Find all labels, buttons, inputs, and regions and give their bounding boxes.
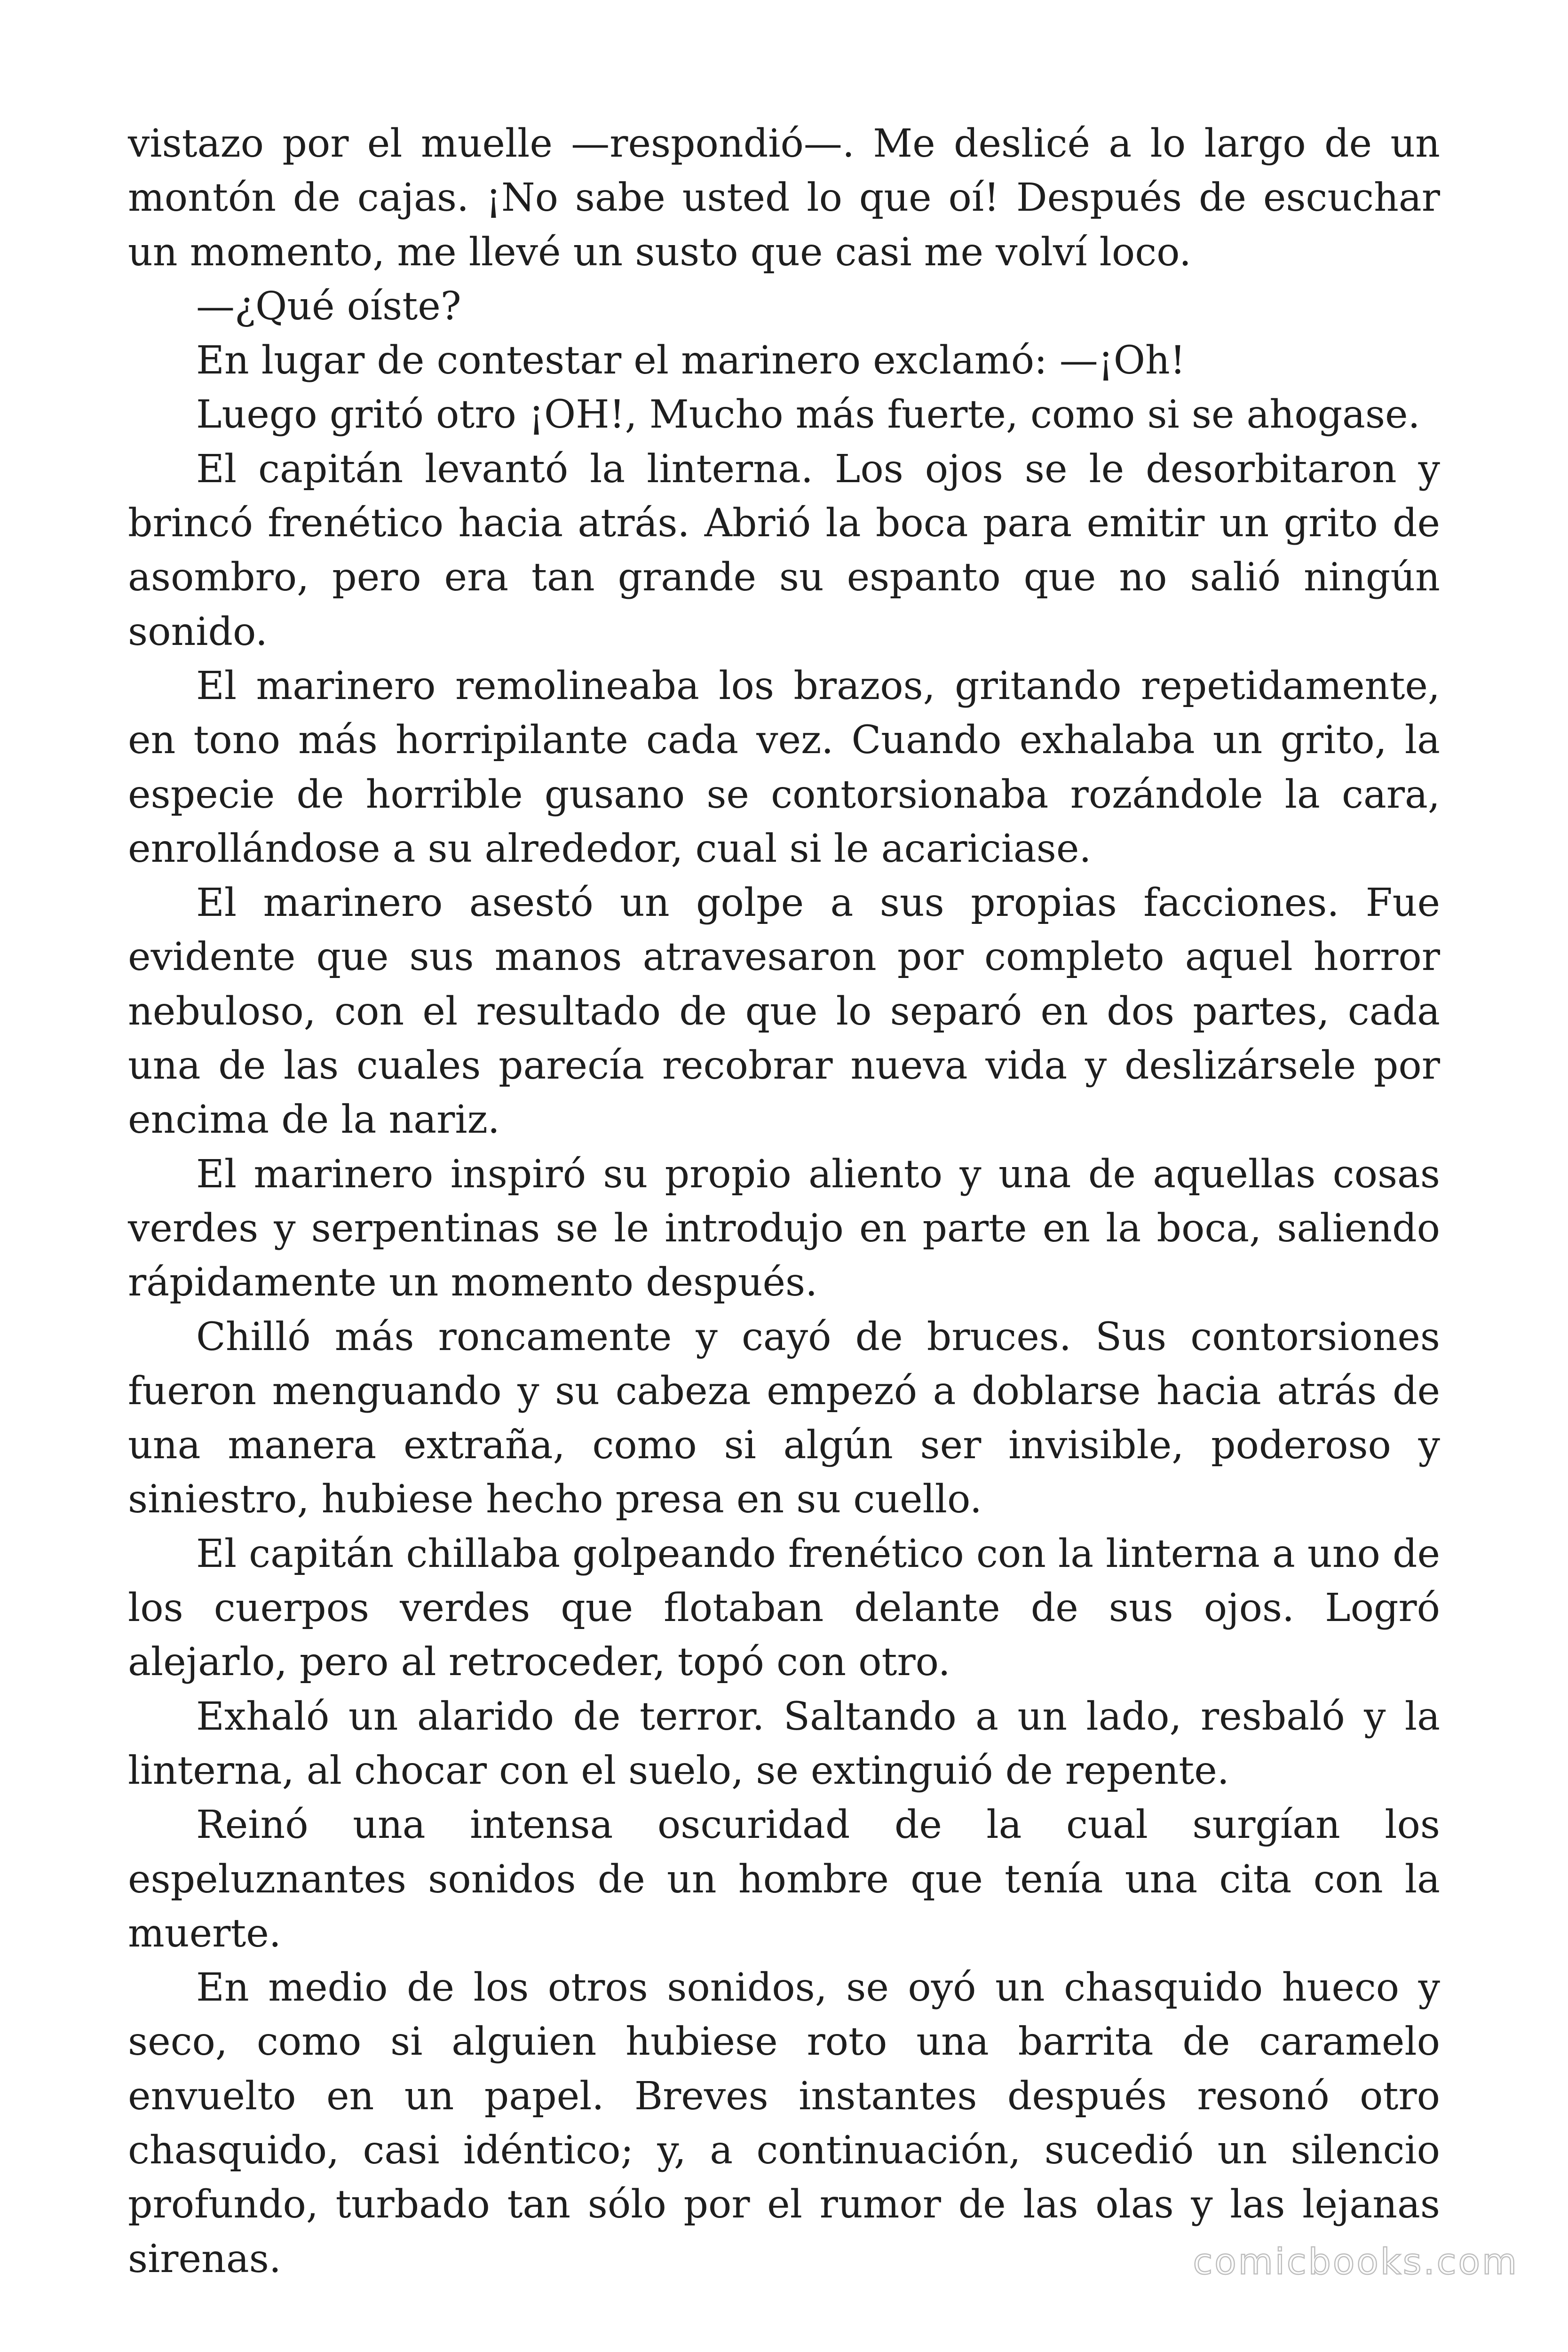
watermark: comicbooks.com <box>1193 2241 1519 2282</box>
paragraph: Reinó una intensa oscuridad de la cual surgían los espeluznantes sonidos de un hombre que tenía una cita con la muerte. <box>128 1803 1440 1956</box>
paragraph: —¿Qué oíste? <box>196 284 461 329</box>
paragraph-continuation: vistazo por el muelle —respondió—. Me deslicé a lo largo de un montón de cajas. ¡No sabe usted lo que oí! Después de escuchar un momento, me llevé un susto que casi me volví loco. <box>128 121 1440 275</box>
paragraph: El capitán levantó la linterna. Los ojos se le desorbitaron y brincó frenético hacia atrás. Abrió la boca para emitir un grito de asombro, pero era tan grande su espanto que no salió ningún sonido. <box>128 446 1440 654</box>
paragraph: El marinero asestó un golpe a sus propias facciones. Fue evidente que sus manos atravesaron por completo aquel horror nebuloso, con el resultado de que lo separó en dos partes, cada una de las cuales parecía recobrar nueva vida y deslizársele por encima de la nariz. <box>128 881 1440 1143</box>
book-page <box>128 117 1440 2286</box>
paragraph: Chilló más roncamente y cayó de bruces. Sus contorsiones fueron menguando y su cabeza empezó a doblarse hacia atrás de una manera extraña, como si algún ser invisible, poderoso y siniestro, hubiese hecho presa en su cuello. <box>128 1314 1440 1522</box>
paragraph: Exhaló un alarido de terror. Saltando a un lado, resbaló y la linterna, al chocar con el suelo, se extinguió de repente. <box>128 1694 1440 1793</box>
paragraph: El marinero inspiró su propio aliento y una de aquellas cosas verdes y serpentinas se le introdujo en parte en la boca, saliendo rápidamente un momento después. <box>128 1152 1440 1305</box>
paragraph: En lugar de contestar el marinero exclamó: —¡Oh! <box>196 338 1186 383</box>
paragraph: Luego gritó otro ¡OH!, Mucho más fuerte, como si se ahogase. <box>196 392 1420 437</box>
paragraph: En medio de los otros sonidos, se oyó un chasquido hueco y seco, como si alguien hubiese roto una barrita de caramelo envuelto en un papel. Breves instantes después resonó otro chasquido, casi idéntico; y, a continuación, sucedió un silencio profundo, turbado tan sólo por el rumor de las olas y las lejanas sirenas. <box>128 1965 1440 2281</box>
paragraph: El marinero remolineaba los brazos, gritando repetidamente, en tono más horripilante cada vez. Cuando exhalaba un grito, la especie de horrible gusano se contorsionaba rozándole la cara, enrollándose a su alrededor, cual si le acariciase. <box>128 663 1440 871</box>
paragraph: El capitán chillaba golpeando frenético con la linterna a uno de los cuerpos verdes que flotaban delante de sus ojos. Logró alejarlo, pero al retroceder, topó con otro. <box>128 1531 1440 1685</box>
